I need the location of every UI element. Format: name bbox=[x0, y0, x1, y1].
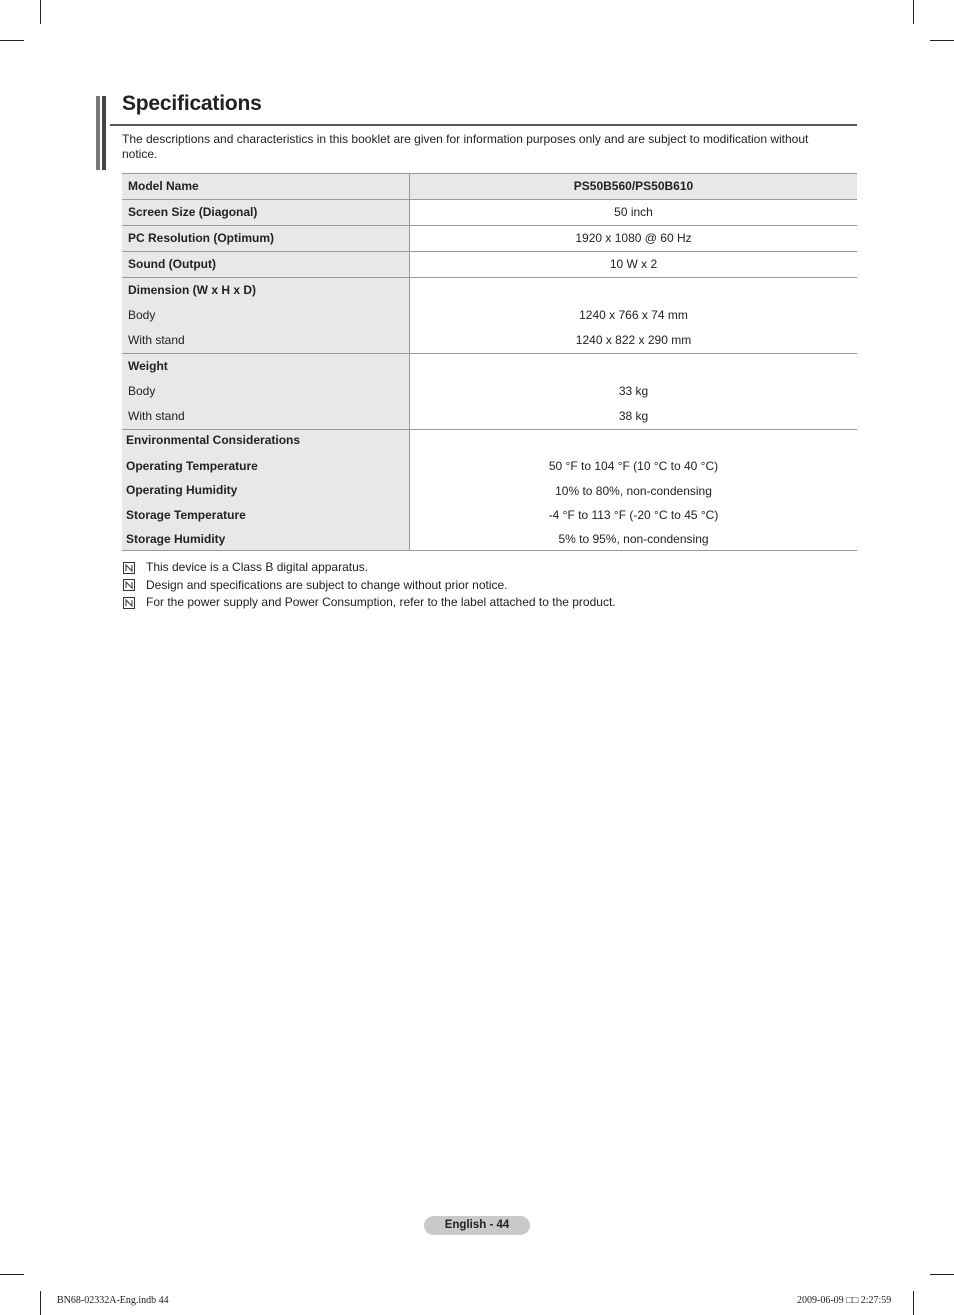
row-label: Screen Size (Diagonal) bbox=[128, 205, 258, 219]
weight-stand-label: With stand bbox=[128, 409, 185, 423]
crop-mark bbox=[913, 1291, 914, 1315]
op-temp-label: Operating Temperature bbox=[126, 459, 258, 473]
environment-label: Environmental Considerations bbox=[126, 433, 301, 447]
crop-mark bbox=[913, 0, 914, 24]
storage-humidity-label: Storage Humidity bbox=[126, 532, 226, 546]
note-item bbox=[122, 594, 616, 612]
notes-list bbox=[122, 559, 616, 612]
note-icon bbox=[123, 579, 135, 591]
dimension-label: Dimension (W x H x D) bbox=[128, 283, 257, 297]
table-row bbox=[122, 252, 857, 278]
op-humidity-value: 10% to 80%, non-condensing bbox=[555, 484, 712, 498]
note-item bbox=[122, 559, 616, 577]
storage-temp-label: Storage Temperature bbox=[126, 508, 246, 522]
note-item bbox=[122, 577, 616, 595]
crop-mark bbox=[40, 0, 41, 24]
op-humidity-label: Operating Humidity bbox=[126, 483, 238, 497]
crop-mark bbox=[930, 1274, 954, 1275]
table-row bbox=[122, 200, 857, 226]
row-label: PC Resolution (Optimum) bbox=[128, 231, 274, 245]
dimension-stand-value: 1240 x 822 x 290 mm bbox=[575, 333, 692, 347]
op-temp-value: 50 °F to 104 °F (10 °C to 40 °C) bbox=[548, 459, 719, 473]
specifications-table bbox=[122, 173, 857, 551]
table-row-weight bbox=[122, 354, 857, 430]
row-value: 10 W x 2 bbox=[609, 257, 658, 271]
row-label: Sound (Output) bbox=[128, 257, 216, 271]
crop-mark bbox=[930, 40, 954, 41]
dimension-body-label: Body bbox=[128, 308, 156, 322]
row-value: 1920 x 1080 @ 60 Hz bbox=[575, 231, 692, 245]
note-icon bbox=[123, 597, 135, 609]
timestamp-slug: 2009-06-09 □□ 2:27:59 bbox=[797, 1295, 892, 1306]
table-header-row bbox=[122, 174, 857, 200]
model-name-label: Model Name bbox=[128, 179, 199, 193]
table-row-dimension bbox=[122, 278, 857, 354]
dimension-body-value: 1240 x 766 x 74 mm bbox=[579, 308, 688, 322]
weight-body-value: 33 kg bbox=[618, 384, 649, 398]
crop-mark bbox=[40, 1291, 41, 1315]
dimension-stand-label: With stand bbox=[128, 333, 185, 347]
note-text: This device is a Class B digital apparatus. bbox=[146, 560, 369, 575]
crop-mark bbox=[0, 40, 24, 41]
table-row-environment bbox=[122, 430, 857, 551]
row-value: 50 inch bbox=[614, 205, 653, 219]
model-name-value: PS50B560/PS50B610 bbox=[573, 179, 694, 193]
title-divider bbox=[110, 124, 857, 126]
storage-temp-value: -4 °F to 113 °F (-20 °C to 45 °C) bbox=[548, 508, 719, 522]
file-name-slug: BN68-02332A-Eng.indb 44 bbox=[57, 1295, 169, 1306]
note-text: For the power supply and Power Consumption, refer to the label attached to the product. bbox=[146, 595, 616, 610]
note-icon bbox=[123, 562, 135, 574]
page-title: Specifications bbox=[122, 92, 262, 115]
crop-mark bbox=[0, 1274, 24, 1275]
intro-paragraph: The descriptions and characteristics in this booklet are given for information purposes only and are subject to modification without notice. bbox=[122, 132, 809, 161]
note-text: Design and specifications are subject to change without prior notice. bbox=[146, 577, 508, 592]
page-number-badge: English - 44 bbox=[424, 1216, 530, 1235]
table-row bbox=[122, 226, 857, 252]
storage-humidity-value: 5% to 95%, non-condensing bbox=[558, 532, 709, 546]
weight-stand-value: 38 kg bbox=[618, 409, 649, 423]
weight-label: Weight bbox=[128, 359, 168, 373]
weight-body-label: Body bbox=[128, 384, 156, 398]
